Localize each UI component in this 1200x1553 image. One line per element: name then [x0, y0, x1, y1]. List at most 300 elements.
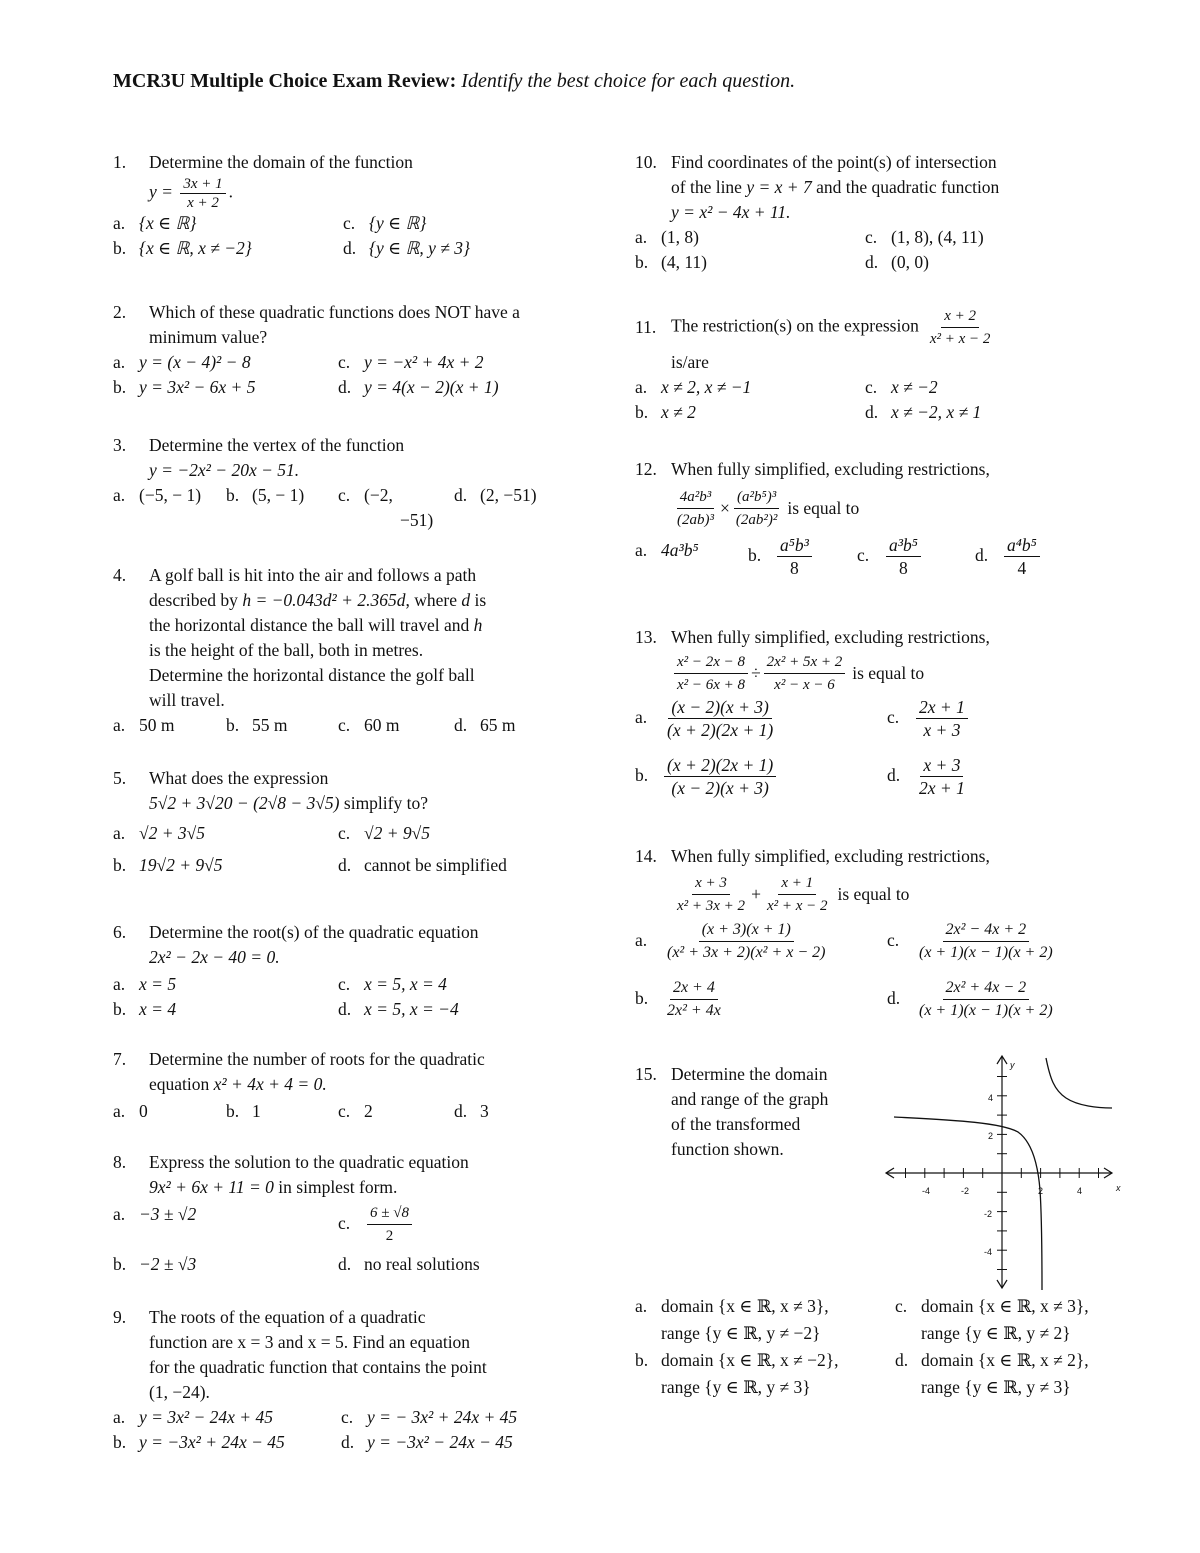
- question-text: will travel.: [149, 690, 225, 710]
- option-letter: b.: [113, 999, 127, 1019]
- variable-h: h: [473, 615, 483, 635]
- option-letter: d.: [338, 377, 352, 397]
- question-text: simplify to?: [343, 793, 428, 813]
- option-d[interactable]: [338, 997, 459, 1022]
- question-text: is: [474, 590, 487, 610]
- option-d[interactable]: [895, 1348, 1089, 1373]
- option-b[interactable]: [113, 853, 223, 878]
- option-text: x = 5: [139, 974, 177, 994]
- fraction-numerator: 2x + 4: [670, 977, 718, 1000]
- fraction-denominator: (x² + 3x + 2)(x² + x − 2): [667, 944, 826, 961]
- curve-left-branch: [894, 1117, 1042, 1290]
- line-equation: y = x + 7: [746, 177, 812, 197]
- question-number: 15.: [635, 1064, 657, 1084]
- q15-graph: [880, 1050, 1130, 1295]
- option-text: (2, −51): [480, 485, 537, 505]
- option-c[interactable]: [895, 1294, 1089, 1319]
- option-fraction: [916, 919, 1056, 964]
- option-letter: b.: [113, 1254, 127, 1274]
- option-text: no real solutions: [364, 1254, 480, 1274]
- option-a[interactable]: [635, 919, 832, 964]
- option-text: domain {x ∈ ℝ, x ≠ 3},: [661, 1296, 829, 1316]
- option-d-range: range {y ∈ ℝ, y ≠ 3}: [921, 1377, 1071, 1397]
- option-letter: a.: [113, 823, 126, 843]
- function-prefix: y =: [149, 181, 173, 202]
- option-d[interactable]: [865, 250, 929, 275]
- option-a[interactable]: [113, 1202, 196, 1227]
- fraction-denominator: x² + x − 2: [766, 897, 828, 914]
- option-letter: d.: [895, 1350, 909, 1370]
- question-number: 14.: [635, 846, 657, 866]
- option-text: 2: [364, 1101, 373, 1121]
- question-text: is the height of the ball, both in metres.: [149, 640, 424, 660]
- option-a[interactable]: [113, 483, 201, 508]
- option-letter: b.: [635, 402, 649, 422]
- option-c[interactable]: [338, 350, 484, 375]
- option-letter: d.: [887, 764, 901, 785]
- question-text: Determine the number of roots for the quadratic: [149, 1049, 485, 1069]
- option-fraction: [664, 696, 776, 741]
- option-text: domain {x ∈ ℝ, x ≠ −2},: [661, 1350, 839, 1370]
- option-a[interactable]: [635, 696, 779, 741]
- option-d[interactable]: [887, 754, 971, 799]
- fraction-numerator: a³b⁵: [886, 534, 921, 557]
- fraction-numerator: (a²b⁵)³: [734, 486, 779, 509]
- question-number: 8.: [113, 1152, 127, 1172]
- option-c[interactable]: [338, 713, 400, 738]
- option-d[interactable]: [454, 1099, 489, 1124]
- option-b[interactable]: [635, 400, 696, 425]
- question-number: 3.: [113, 435, 127, 455]
- question-text: and range of the graph: [671, 1089, 829, 1109]
- option-text: y = 4(x − 2)(x + 1): [364, 377, 499, 397]
- option-text: {y ∈ ℝ, y ≠ 3}: [369, 238, 470, 258]
- option-letter: a.: [113, 352, 126, 372]
- option-text: 60 m: [364, 715, 400, 735]
- option-text: 55 m: [252, 715, 288, 735]
- question-text: is equal to: [852, 662, 925, 683]
- fraction-denominator: 2x + 1: [919, 778, 965, 798]
- option-text: 0: [139, 1101, 148, 1121]
- question-text: and the quadratic function: [816, 177, 1000, 197]
- option-letter: a.: [635, 377, 648, 397]
- option-letter: a.: [113, 715, 126, 735]
- option-letter: b.: [635, 1350, 649, 1370]
- option-d[interactable]: [343, 236, 470, 261]
- option-letter: a.: [113, 213, 126, 233]
- option-d[interactable]: [887, 977, 1059, 1022]
- plus-sign: +: [751, 883, 761, 904]
- fraction-numerator: 2x² + 4x − 2: [943, 977, 1030, 1000]
- option-d[interactable]: [865, 400, 981, 425]
- option-letter: c.: [887, 929, 900, 950]
- variable-d: d: [461, 590, 471, 610]
- fraction-denominator: 8: [899, 558, 908, 578]
- option-text: √2 + 9√5: [364, 823, 431, 843]
- question-text: in simplest form.: [278, 1177, 398, 1197]
- option-d[interactable]: [338, 1252, 480, 1277]
- option-text: 50 m: [139, 715, 175, 735]
- option-c[interactable]: [865, 375, 938, 400]
- fraction-2: [764, 651, 846, 696]
- option-letter: b.: [748, 544, 762, 565]
- option-a[interactable]: [635, 225, 699, 250]
- question-text: Determine the root(s) of the quadratic equation: [149, 922, 479, 942]
- fraction-denominator: (x + 2)(2x + 1): [667, 720, 774, 740]
- option-letter: c.: [865, 377, 878, 397]
- option-text: cannot be simplified: [364, 855, 507, 875]
- option-letter: b.: [635, 764, 649, 785]
- fraction-1: [674, 651, 748, 696]
- question-text: The restriction(s) on the expression: [671, 315, 919, 336]
- option-a[interactable]: [635, 538, 699, 563]
- option-text: √2 + 3√5: [139, 823, 206, 843]
- fraction-denominator: x + 3: [923, 720, 961, 740]
- option-text: −2 ± √3: [139, 1254, 197, 1274]
- option-d[interactable]: [338, 853, 507, 878]
- option-text: x = 4: [139, 999, 177, 1019]
- equation: x² + 4x + 4 = 0.: [213, 1074, 327, 1094]
- fraction-denominator: x + 2: [187, 195, 219, 211]
- question-12: [635, 457, 1105, 584]
- option-b[interactable]: [226, 713, 288, 738]
- option-c[interactable]: [338, 1099, 373, 1124]
- question-number: 12.: [635, 459, 657, 479]
- option-b[interactable]: [635, 977, 727, 1022]
- fraction-denominator: 4: [1017, 558, 1027, 578]
- option-text: (−5, − 1): [139, 485, 202, 505]
- option-letter: d.: [454, 1101, 468, 1121]
- question-text: Determine the vertex of the function: [149, 435, 405, 455]
- question-text: Find coordinates of the point(s) of intersection: [671, 152, 997, 172]
- fraction-numerator: 2x² − 4x + 2: [943, 919, 1030, 942]
- page-title: [113, 70, 795, 93]
- option-a[interactable]: [113, 1099, 148, 1124]
- option-letter: a.: [635, 1296, 648, 1316]
- option-text: {y ∈ ℝ}: [369, 213, 427, 233]
- option-text: y = 3x² − 24x + 45: [139, 1407, 273, 1427]
- question-1: [113, 150, 573, 261]
- option-d[interactable]: [975, 534, 1043, 579]
- option-a[interactable]: [635, 375, 751, 400]
- question-text: When fully simplified, excluding restrictions,: [671, 459, 990, 479]
- question-number: 10.: [635, 152, 657, 172]
- question-text: of the line: [671, 177, 742, 197]
- option-b[interactable]: [113, 1252, 196, 1277]
- option-letter: d.: [887, 987, 901, 1008]
- option-b[interactable]: [226, 483, 304, 508]
- fraction-1: [674, 872, 748, 917]
- curve-right-branch: [1046, 1058, 1112, 1108]
- option-letter: b.: [226, 485, 240, 505]
- option-b[interactable]: [113, 375, 255, 400]
- option-text: y = 3x² − 6x + 5: [139, 377, 256, 397]
- option-fraction: [916, 696, 968, 741]
- option-c[interactable]: [887, 696, 971, 741]
- fraction-denominator: 2: [385, 1228, 394, 1244]
- question-13: [635, 625, 1105, 812]
- option-letter: b.: [226, 1101, 240, 1121]
- option-text: (5, − 1): [252, 485, 305, 505]
- option-c[interactable]: [338, 972, 447, 997]
- option-fraction: [916, 977, 1056, 1022]
- option-letter: a.: [113, 1407, 126, 1427]
- question-number: 4.: [113, 565, 127, 585]
- option-c[interactable]: [338, 483, 393, 508]
- y-tick-label: -2: [984, 1209, 993, 1219]
- option-c[interactable]: [865, 225, 984, 250]
- option-text: x ≠ 2: [661, 402, 696, 422]
- option-text: 3: [480, 1101, 489, 1121]
- fraction-numerator: a⁵b³: [777, 534, 812, 557]
- option-d[interactable]: [341, 1430, 513, 1455]
- question-4: [113, 563, 573, 738]
- option-fraction: [777, 534, 812, 579]
- title-bold: MCR3U Multiple Choice Exam Review:: [113, 70, 457, 92]
- option-letter: d.: [865, 252, 879, 272]
- option-a[interactable]: [113, 972, 176, 997]
- question-6: [113, 920, 573, 1022]
- question-text: function are x = 3 and x = 5. Find an equation: [149, 1332, 471, 1352]
- option-letter: b.: [113, 855, 127, 875]
- question-text: Determine the horizontal distance the golf ball: [149, 665, 475, 685]
- option-b[interactable]: [113, 236, 252, 261]
- x-axis-label: x: [1116, 1183, 1121, 1193]
- option-text: y = −3x² + 24x − 45: [139, 1432, 285, 1452]
- option-letter: d.: [454, 485, 468, 505]
- option-b-range: range {y ∈ ℝ, y ≠ 3}: [661, 1377, 811, 1397]
- fraction-denominator: (x + 1)(x − 1)(x + 2): [919, 944, 1053, 961]
- option-a[interactable]: [113, 211, 196, 236]
- option-b[interactable]: [226, 1099, 261, 1124]
- option-text: y = − 3x² + 24x + 45: [367, 1407, 518, 1427]
- path-expression: h = −0.043d² + 2.365d: [242, 590, 406, 610]
- option-fraction: [916, 754, 968, 799]
- option-c-range: range {y ∈ ℝ, y ≠ 2}: [921, 1323, 1071, 1343]
- option-c-continued: −51): [400, 510, 434, 530]
- fraction-denominator: (2ab)³: [677, 511, 714, 528]
- option-text: (1, 8), (4, 11): [891, 227, 984, 247]
- question-15: [635, 1062, 885, 1162]
- option-a[interactable]: [635, 1294, 829, 1319]
- option-text: y = (x − 4)² − 8: [139, 352, 251, 372]
- question-10: [635, 150, 1105, 275]
- question-5: [113, 766, 573, 878]
- question-text: Express the solution to the quadratic equation: [149, 1152, 469, 1172]
- option-text: (−2,: [364, 485, 393, 505]
- option-fraction: [367, 1202, 412, 1247]
- option-text: {x ∈ ℝ}: [139, 213, 197, 233]
- option-letter: a.: [635, 540, 648, 560]
- question-text: described by: [149, 590, 238, 610]
- fraction-numerator: 2x + 1: [916, 696, 968, 719]
- option-letter: c.: [338, 485, 351, 505]
- fraction-numerator: (x + 2)(2x + 1): [664, 754, 776, 777]
- option-a[interactable]: [113, 821, 205, 846]
- fraction-denominator: 2x² + 4x: [667, 1002, 721, 1019]
- fraction-denominator: x² − 6x + 8: [677, 676, 746, 693]
- question-2: [113, 300, 553, 400]
- option-c[interactable]: [857, 534, 924, 579]
- question-text: (1, −24).: [149, 1382, 210, 1402]
- question-text: is equal to: [787, 497, 860, 518]
- option-letter: a.: [635, 706, 648, 727]
- fraction-numerator: a⁴b⁵: [1004, 534, 1040, 557]
- option-letter: d.: [338, 999, 352, 1019]
- radical-expression: 5√2 + 3√20 − (2√8 − 3√5): [149, 793, 340, 813]
- fraction-numerator: x² − 2x − 8: [674, 651, 748, 674]
- quadratic-equation: y = x² − 4x + 11.: [671, 202, 791, 222]
- y-tick-label: 4: [988, 1093, 994, 1103]
- fraction-numerator: x + 1: [778, 872, 816, 895]
- fraction-numerator: 2x² + 5x + 2: [764, 651, 846, 674]
- option-letter: b.: [113, 1432, 127, 1452]
- option-letter: d.: [341, 1432, 355, 1452]
- question-3: [113, 433, 573, 533]
- option-text: y = −3x² − 24x − 45: [367, 1432, 513, 1452]
- fraction-numerator: 4a²b³: [677, 486, 715, 509]
- option-letter: b.: [226, 715, 240, 735]
- question-text: of the transformed: [671, 1114, 801, 1134]
- option-c[interactable]: [343, 211, 426, 236]
- option-text: domain {x ∈ ℝ, x ≠ 3},: [921, 1296, 1089, 1316]
- option-a[interactable]: [113, 1405, 273, 1430]
- option-b[interactable]: [748, 534, 815, 579]
- option-letter: c.: [857, 544, 870, 565]
- option-letter: c.: [338, 1101, 351, 1121]
- option-fraction: [1004, 534, 1040, 579]
- option-text: 1: [252, 1101, 261, 1121]
- fraction-numerator: (x + 3)(x + 1): [699, 919, 794, 942]
- option-c[interactable]: [338, 821, 430, 846]
- y-tick-label: 2: [988, 1131, 994, 1141]
- option-b[interactable]: [113, 1430, 285, 1455]
- question-number: 7.: [113, 1049, 127, 1069]
- fraction-denominator: (x + 1)(x − 1)(x + 2): [919, 1002, 1053, 1019]
- option-letter: a.: [635, 929, 648, 950]
- option-text: domain {x ∈ ℝ, x ≠ 2},: [921, 1350, 1089, 1370]
- option-text: {x ∈ ℝ, x ≠ −2}: [139, 238, 252, 258]
- option-letter: c.: [343, 213, 356, 233]
- fraction-2: [733, 486, 780, 531]
- divide-sign: ÷: [751, 662, 761, 683]
- option-c[interactable]: [341, 1405, 517, 1430]
- option-letter: b.: [113, 238, 127, 258]
- period: .: [228, 181, 233, 202]
- question-text: What does the expression: [149, 768, 329, 788]
- question-8: [113, 1150, 573, 1277]
- option-text: (0, 0): [891, 252, 929, 272]
- question-text: is equal to: [837, 883, 910, 904]
- option-letter: c.: [338, 715, 351, 735]
- question-text: equation: [149, 1074, 210, 1094]
- question-text: The roots of the equation of a quadratic: [149, 1307, 426, 1327]
- option-d[interactable]: [338, 375, 499, 400]
- multiply-sign: ×: [720, 497, 730, 518]
- fraction-denominator: (2ab²)²: [735, 511, 778, 528]
- option-letter: d.: [343, 238, 357, 258]
- question-text: When fully simplified, excluding restrictions,: [671, 846, 990, 866]
- fraction-1: [674, 486, 717, 531]
- option-letter: a.: [113, 485, 126, 505]
- option-text: (1, 8): [661, 227, 699, 247]
- question-number: 11.: [635, 317, 657, 337]
- option-text: x = 5, x = 4: [364, 974, 447, 994]
- option-fraction: [664, 977, 724, 1022]
- question-15-options: [635, 1294, 1155, 1402]
- title-instructions: Identify the best choice for each question.: [461, 70, 796, 92]
- fraction-denominator: (x − 2)(x + 3): [671, 778, 769, 798]
- option-a[interactable]: [113, 713, 175, 738]
- option-letter: c.: [338, 823, 351, 843]
- option-b[interactable]: [635, 754, 779, 799]
- question-text: function shown.: [671, 1139, 784, 1159]
- option-letter: a.: [113, 1101, 126, 1121]
- question-number: 1.: [113, 152, 127, 172]
- option-b[interactable]: [635, 1348, 839, 1373]
- question-text: for the quadratic function that contains the point: [149, 1357, 487, 1377]
- question-text: the horizontal distance the ball will travel and: [149, 615, 470, 635]
- option-text: 19√2 + 9√5: [139, 855, 223, 875]
- question-number: 13.: [635, 627, 657, 647]
- option-a[interactable]: [113, 350, 251, 375]
- x-tick-label: -2: [961, 1186, 970, 1196]
- question-14: [635, 844, 1110, 1035]
- question-text: is/are: [671, 352, 709, 372]
- option-letter: a.: [113, 1204, 126, 1224]
- option-letter: b.: [113, 377, 127, 397]
- fraction-denominator: 8: [790, 558, 799, 578]
- option-letter: d.: [975, 544, 989, 565]
- option-letter: c.: [341, 1407, 354, 1427]
- option-text: −3 ± √2: [139, 1204, 197, 1224]
- question-9: [113, 1305, 573, 1455]
- fraction-denominator: x² + x − 2: [929, 331, 991, 347]
- option-b[interactable]: [113, 997, 176, 1022]
- option-b[interactable]: [635, 250, 707, 275]
- option-d[interactable]: [454, 713, 516, 738]
- option-letter: a.: [113, 974, 126, 994]
- equation: 2x² − 2x − 40 = 0.: [149, 947, 280, 967]
- option-letter: c.: [338, 974, 351, 994]
- question-text: , where: [405, 590, 458, 610]
- option-letter: a.: [635, 227, 648, 247]
- x-tick-label: 2: [1038, 1186, 1044, 1196]
- question-number: 9.: [113, 1307, 127, 1327]
- option-text: x = 5, x = −4: [364, 999, 459, 1019]
- fraction-denominator: x² − x − 6: [774, 676, 835, 693]
- option-letter: b.: [635, 252, 649, 272]
- option-letter: c.: [887, 706, 900, 727]
- option-d[interactable]: [454, 483, 537, 508]
- question-text: Which of these quadratic functions does NOT have a minimum value?: [149, 302, 520, 347]
- fraction-numerator: 3x + 1: [180, 175, 225, 194]
- expression-fraction: [927, 305, 994, 350]
- option-a-range: range {y ∈ ℝ, y ≠ −2}: [661, 1323, 821, 1343]
- option-letter: d.: [338, 855, 352, 875]
- option-text: x ≠ −2, x ≠ 1: [891, 402, 982, 422]
- question-text: A golf ball is hit into the air and follows a path: [149, 565, 477, 585]
- question-number: 5.: [113, 768, 127, 788]
- option-letter: c.: [865, 227, 878, 247]
- option-text: (4, 11): [661, 252, 708, 272]
- option-c[interactable]: [887, 919, 1059, 964]
- question-number: 6.: [113, 922, 127, 942]
- fraction-numerator: x + 3: [920, 754, 963, 777]
- fraction-numerator: x + 3: [692, 872, 730, 895]
- option-c[interactable]: [338, 1202, 415, 1247]
- option-text: x ≠ −2: [891, 377, 938, 397]
